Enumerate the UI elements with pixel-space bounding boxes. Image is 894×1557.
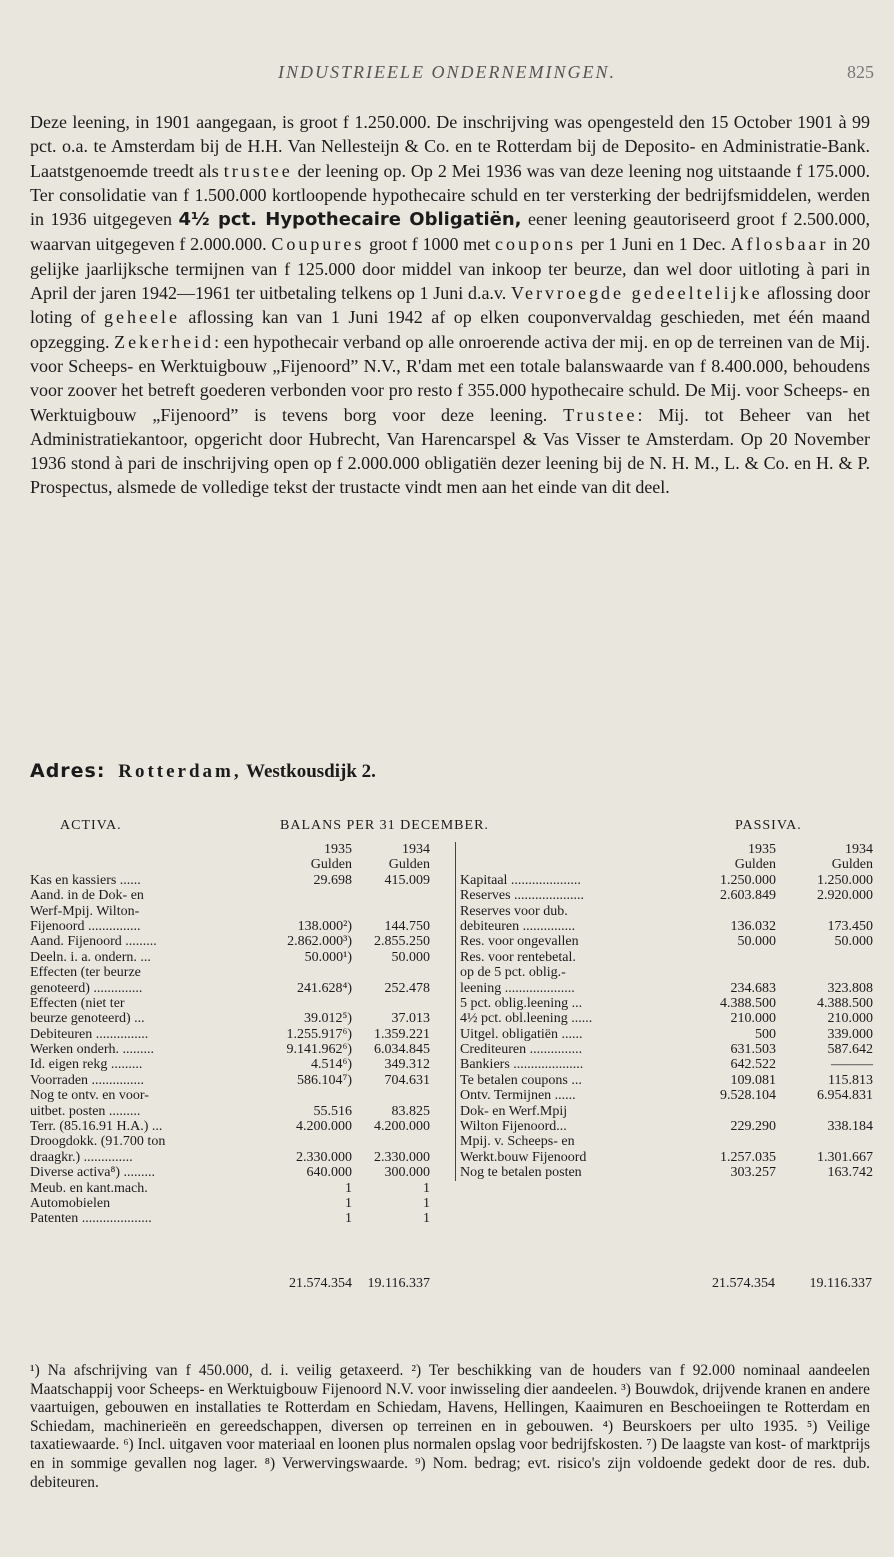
row-label: uitbet. posten ......... — [30, 1103, 141, 1119]
activa-label: ACTIVA. — [60, 818, 122, 833]
activa-rows — [30, 873, 450, 1227]
row-label: Aand. in de Dok- en — [30, 888, 144, 904]
value-1935: 4.388.500 — [720, 995, 776, 1011]
row-label: Kas en kassiers ...... — [30, 872, 141, 888]
table-row — [460, 981, 875, 996]
balance-title: BALANS PER 31 DECEMBER. — [280, 818, 489, 833]
value-1934: 1.359.221 — [374, 1026, 430, 1042]
row-label: Patenten .................... — [30, 1211, 152, 1227]
value-1935: 9.528.104 — [720, 1088, 776, 1104]
row-label: Droogdokk. (91.700 ton — [30, 1134, 166, 1150]
footnotes — [30, 1362, 870, 1492]
value-1934: 37.013 — [391, 1011, 430, 1027]
body-paragraph — [30, 110, 870, 500]
table-row — [30, 1165, 450, 1180]
table-row — [460, 950, 875, 965]
row-label: 4½ pct. obl.leening ...... — [460, 1011, 593, 1027]
row-label: Reserves .................... — [460, 888, 585, 904]
value-1935: 229.290 — [730, 1119, 776, 1135]
row-label: Meub. en kant.mach. — [30, 1180, 148, 1196]
year-1934: 1934 — [402, 842, 430, 857]
row-label: beurze genoteerd) ... — [30, 1011, 145, 1027]
table-row — [30, 1196, 450, 1211]
value-1935: 586.104⁷) — [296, 1072, 352, 1088]
table-row — [30, 981, 450, 996]
table-row — [460, 1057, 875, 1072]
row-label: Uitgel. obligatiën ...... — [460, 1026, 583, 1042]
table-row — [30, 1119, 450, 1134]
value-1935: 50.000 — [737, 934, 776, 950]
text-segment: eener leening geautoriseerd groot f 2.500.000, waarvan uitgegeven f 2.000.000. — [30, 209, 870, 255]
value-1934: 1 — [423, 1195, 430, 1211]
text-segment: groot f 1000 met — [364, 234, 495, 255]
table-row — [30, 1088, 450, 1103]
row-label: Terr. (85.16.91 H.A.) ... — [30, 1119, 163, 1135]
text-segment: : Mij. tot Beheer van het Administratiekantoor, opgericht door Hubrecht, Van Harencarspel & Vas Visser te Amsterdam. Op 20 November 1936 stond à pari de inschrijving open op f 2.000.000 obligatiën dezer leening bij de N. H. M., L. & Co. en H. & P. Prospectus, alsmede de volledige tekst der trustacte vindt men aan het einde van dit deel. — [30, 404, 870, 498]
value-1935: 136.032 — [730, 918, 776, 934]
loan-description — [30, 110, 870, 500]
row-label: Te betalen coupons ... — [460, 1072, 582, 1088]
row-label: Debiteuren ............... — [30, 1026, 149, 1042]
table-row — [460, 1073, 875, 1088]
value-1934: 349.312 — [384, 1057, 430, 1073]
row-label: Nog te ontv. en voor- — [30, 1088, 149, 1104]
value-1935: 1 — [345, 1211, 352, 1227]
unit-label: Gulden — [831, 857, 873, 873]
year-header-row — [460, 842, 875, 857]
value-1934: 339.000 — [827, 1026, 873, 1042]
value-1935: 210.000 — [730, 1011, 776, 1027]
row-label: Res. voor rentebetal. — [460, 949, 576, 965]
value-1935: 2.862.000³) — [287, 934, 352, 950]
year-1934: 1934 — [845, 842, 873, 857]
row-label: Mpij. v. Scheeps- en — [460, 1134, 575, 1150]
activa-column — [30, 842, 450, 1227]
address-line — [30, 760, 376, 783]
table-row — [460, 1165, 875, 1180]
value-1934: 4.200.000 — [374, 1119, 430, 1135]
spaced-term: Coupures — [271, 234, 365, 255]
table-row — [30, 1073, 450, 1088]
row-label: Aand. Fijenoord ......... — [30, 934, 157, 950]
text-segment: der leening op. Op 2 Mei 1936 was van deze leening nog uitstaande f 175.000. Ter consolidatie van f 1.500.000 kortloopende hypothecaire schuld en ter versterking der bedrijfsmiddelen, werden in 1936 uitgegeven — [30, 160, 871, 230]
value-1935: 1 — [345, 1195, 352, 1211]
value-1935: 241.628⁴) — [296, 980, 352, 996]
row-label: Automobielen — [30, 1195, 111, 1211]
table-row — [30, 1104, 450, 1119]
unit-label: Gulden — [310, 857, 352, 873]
value-1935: 9.141.962⁶) — [286, 1042, 352, 1058]
table-row — [30, 1042, 450, 1057]
totals-row — [30, 1276, 870, 1294]
value-1934: 1.301.667 — [817, 1149, 873, 1165]
table-row — [460, 1150, 875, 1165]
value-1935: 1 — [345, 1180, 352, 1196]
value-1935: 1.255.917⁶) — [286, 1026, 352, 1042]
value-1935: 29.698 — [313, 872, 352, 888]
value-1934: 338.184 — [827, 1119, 873, 1135]
table-row — [30, 919, 450, 934]
row-label: Kapitaal .................... — [460, 872, 581, 888]
table-row — [460, 873, 875, 888]
value-1934: 323.808 — [827, 980, 873, 996]
value-1935: 4.514⁶) — [310, 1057, 352, 1073]
table-row — [460, 1119, 875, 1134]
passiva-label: PASSIVA. — [735, 818, 802, 833]
text-segment: aflossing door loting of — [30, 283, 870, 328]
text-segment: in 20 gelijke jaarlijksche termijnen van f 125.000 door middel van inkoop ter beurze, dan wel door uitloting à pari in April der jaren 1942—1961 ter uitbetaling telkens op 1 Juni d.a.v. — [30, 234, 870, 304]
value-1935: 55.516 — [313, 1103, 352, 1119]
text-segment: per 1 Juni en 1 Dec. — [575, 234, 731, 255]
table-row — [30, 1011, 450, 1026]
value-1934: 1 — [423, 1211, 430, 1227]
value-1934: 1 — [423, 1180, 430, 1196]
row-label: Fijenoord ............... — [30, 918, 141, 934]
value-1934: 163.742 — [827, 1165, 873, 1181]
row-label: Werf-Mpij. Wilton- — [30, 903, 140, 919]
value-1934: 115.813 — [828, 1072, 873, 1088]
table-row — [30, 934, 450, 949]
table-row — [460, 888, 875, 903]
table-row — [30, 1211, 450, 1226]
value-1934: 2.330.000 — [374, 1149, 430, 1165]
table-row — [30, 965, 450, 980]
row-label: Werkt.bouw Fijenoord — [460, 1149, 587, 1165]
row-label: Voorraden ............... — [30, 1072, 145, 1088]
value-1934: 6.954.831 — [817, 1088, 873, 1104]
value-1934: 83.825 — [391, 1103, 430, 1119]
value-1934: 144.750 — [384, 918, 430, 934]
unit-header-row — [30, 857, 450, 872]
value-1935: 4.200.000 — [296, 1119, 352, 1135]
row-label: Dok- en Werf.Mpij — [460, 1103, 568, 1119]
row-label: Wilton Fijenoord... — [460, 1119, 567, 1135]
total-passiva-1935: 21.574.354 — [712, 1276, 775, 1291]
footnotes-text: ¹) Na afschrijving van f 450.000, d. i. veilig getaxeerd. ²) Ter beschikking van de houders van f 92.000 nominaal aandeelen Maatschappij voor Scheeps- en Werktuigbouw Fijenoord N.V. voor inwisseling dier aandeelen. ³) Bouwdok, drijvende kranen en andere vaartuigen, gebouwen en installaties te Rotterdam en Schiedam, Havens, Hellingen, Kaaimuren en Beschoeiingen te Rotterdam en Schiedam, machinerieën en gereedschappen, diversen op terreinen en in gebouwen. ⁴) Beurskoers per ulto 1935. ⁵) Veilige taxatiewaarde. ⁶) Incl. uitgaven voor materiaal en loonen plus normalen opslag voor bedrijfskosten. ⁷) De laagste van kost- of marktprijs en in sommige gevallen nog lager. ⁸) Verwervingswaarde. ⁹) Nom. bedrag; evt. risico's zijn voldoende gedekt door de res. dub. debiteuren. — [30, 1362, 870, 1491]
value-1934: 704.631 — [384, 1072, 430, 1088]
year-1935: 1935 — [324, 842, 352, 857]
row-label: Effecten (niet ter — [30, 995, 125, 1011]
row-label: Diverse activa⁸) ......... — [30, 1165, 156, 1181]
spaced-term: Aflosbaar — [730, 234, 829, 255]
row-label: debiteuren ............... — [460, 918, 576, 934]
value-1935: 1.257.035 — [720, 1149, 776, 1165]
value-1935: 50.000¹) — [304, 949, 352, 965]
value-1934: 2.920.000 — [817, 888, 873, 904]
value-1935: 1.250.000 — [720, 872, 776, 888]
row-label: op de 5 pct. oblig.- — [460, 965, 566, 981]
header-title: INDUSTRIEELE ONDERNEMINGEN. — [278, 62, 616, 82]
row-label: draagkr.) .............. — [30, 1149, 133, 1165]
table-row — [30, 950, 450, 965]
table-row — [30, 1057, 450, 1072]
spaced-term: Zekerheid — [114, 331, 215, 352]
passiva-rows — [460, 873, 875, 1181]
table-row — [460, 1042, 875, 1057]
value-1934: 6.034.845 — [374, 1042, 430, 1058]
row-label: 5 pct. oblig.leening ... — [460, 995, 583, 1011]
unit-header-row — [460, 857, 875, 872]
table-row — [30, 888, 450, 903]
value-1934: 1.250.000 — [817, 872, 873, 888]
value-1934: 50.000 — [391, 949, 430, 965]
page-number: 825 — [847, 62, 874, 82]
value-1935: 138.000²) — [297, 918, 352, 934]
table-row — [30, 1181, 450, 1196]
row-label: Effecten (ter beurze — [30, 965, 141, 981]
unit-label: Gulden — [388, 857, 430, 873]
table-row — [460, 965, 875, 980]
spaced-term: Trustee — [563, 404, 638, 425]
row-label: Ontv. Termijnen ...... — [460, 1088, 576, 1104]
row-label: Bankiers .................... — [460, 1057, 584, 1073]
row-label: Crediteuren ............... — [460, 1042, 583, 1058]
table-row — [460, 1011, 875, 1026]
total-activa-1934: 19.116.337 — [367, 1276, 430, 1291]
address-city: Rotterdam, — [118, 761, 242, 782]
value-1934: 587.642 — [827, 1042, 873, 1058]
value-1935: 303.257 — [730, 1165, 776, 1181]
unit-label: Gulden — [734, 857, 776, 873]
value-1934: ——— — [831, 1057, 873, 1073]
bond-heading: 4½ pct. Hypothecaire Obligatiën, — [178, 209, 522, 231]
value-1935: 234.683 — [730, 980, 776, 996]
value-1934: 300.000 — [384, 1165, 430, 1181]
value-1934: 173.450 — [827, 918, 873, 934]
spaced-term: geheele — [103, 307, 180, 328]
table-row — [30, 1027, 450, 1042]
table-row — [460, 904, 875, 919]
value-1934: 50.000 — [834, 934, 873, 950]
value-1934: 2.855.250 — [374, 934, 430, 950]
value-1934: 210.000 — [827, 1011, 873, 1027]
spaced-term: Vervroegde gedeeltelijke — [510, 283, 763, 304]
value-1935: 109.081 — [730, 1072, 776, 1088]
balance-headings — [30, 818, 870, 836]
text-segment: : een hypothecair verband op alle onroerende activa der mij. en op de terreinen van de Mij. voor Scheeps- en Werktuigbouw „Fijenoord” N.V., R'dam met een totale balanswaarde van f 8.400.000, behoudens voor zoover het betreft goederen verbonden voor pro resto f 355.000 hypothecaire schuld. De Mij. voor Scheeps- en Werktuigbouw „Fijenoord” is tevens borg voor deze leening. — [30, 331, 871, 425]
value-1934: 252.478 — [384, 980, 430, 996]
table-row — [30, 873, 450, 888]
row-label: Res. voor ongevallen — [460, 934, 579, 950]
value-1935: 631.503 — [730, 1042, 776, 1058]
table-row — [460, 919, 875, 934]
table-row — [30, 1134, 450, 1149]
value-1935: 640.000 — [306, 1165, 352, 1181]
passiva-column — [455, 842, 875, 1181]
spaced-term: trustee — [223, 160, 293, 181]
row-label: Reserves voor dub. — [460, 903, 568, 919]
text-segment: Deze leening, in 1901 aangegaan, is groot f 1.250.000. De inschrijving was opengesteld den 15 October 1901 à 99 pct. o.a. te Amsterdam bij de H.H. Van Nellesteijn & Co. en te Rotterdam bij de Deposito- en Administratie-Bank. Laatstgenoemde treedt als — [30, 112, 870, 181]
row-label: Werken onderh. ......... — [30, 1042, 155, 1058]
table-row — [30, 904, 450, 919]
address-label: Adres: — [30, 760, 106, 782]
value-1935: 500 — [755, 1026, 776, 1042]
balance-sheet — [30, 818, 873, 1348]
row-label: genoteerd) .............. — [30, 980, 143, 996]
year-header-row — [30, 842, 450, 857]
table-row — [30, 1150, 450, 1165]
value-1935: 2.603.849 — [720, 888, 776, 904]
value-1934: 415.009 — [384, 872, 430, 888]
year-1935: 1935 — [748, 842, 776, 857]
value-1934: 4.388.500 — [817, 995, 873, 1011]
address-street: Westkousdijk 2. — [246, 761, 376, 782]
value-1935: 39.012⁵) — [303, 1011, 352, 1027]
row-label: leening .................... — [460, 980, 575, 996]
table-row — [460, 1088, 875, 1103]
table-row — [460, 1027, 875, 1042]
table-row — [460, 934, 875, 949]
row-label: Nog te betalen posten — [460, 1165, 582, 1181]
row-label: Deeln. i. a. ondern. ... — [30, 949, 151, 965]
table-row — [460, 996, 875, 1011]
table-row — [30, 996, 450, 1011]
total-activa-1935: 21.574.354 — [289, 1276, 352, 1291]
value-1935: 2.330.000 — [296, 1149, 352, 1165]
spaced-term: coupons — [494, 234, 576, 255]
running-header — [0, 62, 894, 92]
text-segment: aflossing kan van 1 Juni 1942 af op elken couponvervaldag geschieden, met één maand opzegging. — [30, 307, 870, 352]
table-row — [460, 1104, 875, 1119]
table-row — [460, 1134, 875, 1149]
total-passiva-1934: 19.116.337 — [809, 1276, 872, 1291]
row-label: Id. eigen rekg ......... — [30, 1057, 143, 1073]
value-1935: 642.522 — [730, 1057, 776, 1073]
